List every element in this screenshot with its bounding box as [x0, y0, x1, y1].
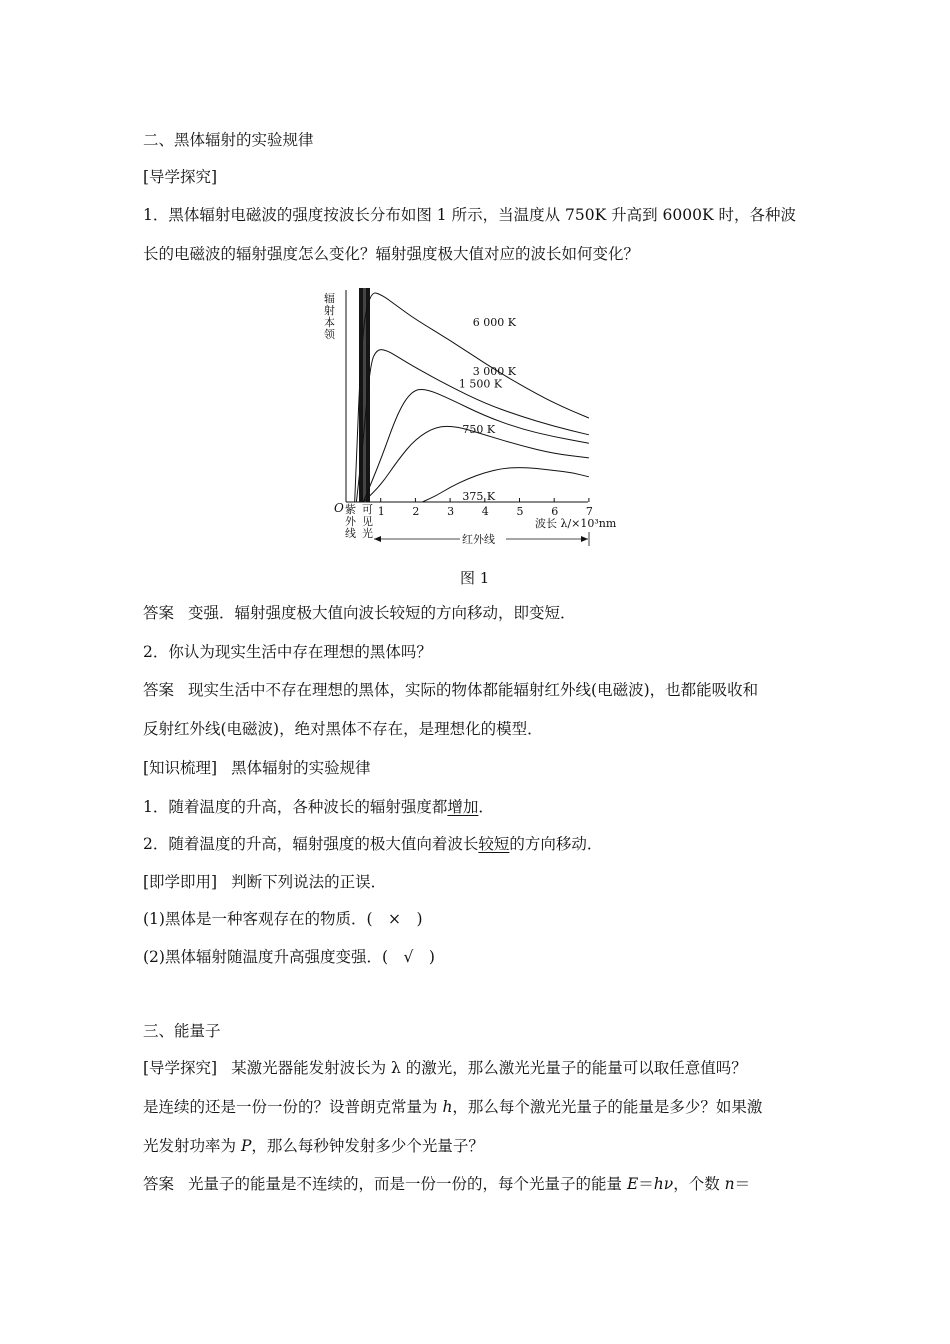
curve-label: 1 500 K — [458, 377, 503, 391]
curve-375k — [422, 468, 589, 502]
s3-q3-pre: 光发射功率为 — [143, 1137, 241, 1155]
s3-question-line1 — [143, 1058, 823, 1078]
s3-answer — [143, 1174, 823, 1194]
question1-line2: 长的电磁波的辐射强度怎么变化？辐射强度极大值对应的波长如何变化？ — [143, 245, 640, 263]
equals-sign: ＝ — [638, 1175, 654, 1193]
curve-label: 750 K — [462, 422, 496, 436]
infrared-label: 红外线 — [462, 533, 495, 546]
infrared-arrow-right-head — [581, 536, 588, 542]
s3-answer-end: ＝ — [734, 1175, 751, 1193]
answer1 — [143, 603, 823, 623]
answer1-label: 答案 — [143, 604, 175, 622]
figure-caption: 图 1 — [460, 569, 490, 587]
answer2-line1 — [143, 680, 823, 700]
s3-answer-label: 答案 — [143, 1175, 175, 1193]
planck-symbol: h — [442, 1098, 453, 1116]
rule2 — [143, 834, 823, 854]
answer2-label: 答案 — [143, 681, 175, 699]
section3-heading: 三、能量子 — [143, 1022, 221, 1040]
s3-q2-pre: 是连续的还是一份一份的？设普朗克常量为 — [143, 1098, 443, 1116]
s3-guide-tag: [导学探究] — [143, 1059, 218, 1077]
answer2-line2: 反射红外线(电磁波)，绝对黑体不存在，是理想化的模型． — [143, 720, 543, 738]
blackbody-chart — [318, 280, 618, 550]
knowledge-heading — [143, 758, 823, 778]
rule1-end: ． — [478, 798, 494, 816]
rule2-text: 2．随着温度的升高，辐射强度的极大值向着波长 — [143, 835, 479, 853]
blackbody-chart-svg — [318, 280, 618, 550]
rule2-key: 较短 — [478, 835, 510, 853]
x-tick-label: 2 — [412, 505, 420, 518]
curve-label: 6 000 K — [472, 315, 516, 329]
x-tick-label: 3 — [447, 505, 455, 518]
answer1-text: 变强．辐射强度极大值向波长较短的方向移动，即变短． — [188, 604, 576, 622]
origin-label: O — [334, 501, 344, 515]
power-symbol: P — [240, 1137, 252, 1155]
x-tick-label: 6 — [551, 505, 559, 518]
uv-label: 紫外线 — [345, 503, 356, 540]
guide-tag: [导学探究] — [143, 168, 218, 186]
apply-title: 判断下列说法的正误． — [231, 873, 387, 891]
knowledge-tag: [知识梳理] — [143, 759, 218, 777]
knowledge-title: 黑体辐射的实验规律 — [231, 759, 371, 777]
x-tick-label: 4 — [481, 505, 489, 518]
curve-1500k — [363, 389, 589, 502]
h-symbol: h — [653, 1175, 664, 1193]
x-tick-label: 5 — [516, 505, 524, 518]
s3-q3-post: ，那么每秒钟发射多少个光量子？ — [251, 1137, 484, 1155]
rule2-end: 的方向移动． — [509, 835, 603, 853]
apply-heading — [143, 872, 823, 892]
nu-symbol: ν — [663, 1175, 674, 1193]
x-axis-label: 波长 λ/×10³nm — [535, 517, 617, 530]
s3-q2-post: ，那么每个激光光量子的能量是多少？如果激 — [452, 1098, 763, 1116]
x-tick-label: 1 — [377, 505, 385, 518]
curve-labels — [459, 316, 517, 503]
curve-label: 375 K — [462, 490, 496, 503]
rule1 — [143, 797, 823, 817]
section2-heading: 二、黑体辐射的实验规律 — [143, 131, 314, 149]
judge1: (1)黑体是一种客观存在的物质．( × ) — [143, 910, 423, 928]
s3-answer-text: 光量子的能量是不连续的，而是一份一份的，每个光量子的能量 — [188, 1175, 627, 1193]
question2: 2．你认为现实生活中存在理想的黑体吗？ — [143, 643, 432, 661]
visible-label: 可见光 — [362, 503, 373, 540]
apply-tag: [即学即用] — [143, 873, 218, 891]
n-symbol: n — [724, 1175, 735, 1193]
energy-symbol: E — [626, 1175, 639, 1193]
curve-label: 3 000 K — [472, 365, 516, 379]
x-tick-label: 7 — [585, 505, 593, 518]
infrared-arrow-left-head — [374, 536, 381, 542]
answer2-text1: 现实生活中不存在理想的黑体，实际的物体都能辐射红外线(电磁波)，也都能吸收和 — [188, 681, 759, 699]
s3-question-line2 — [143, 1097, 823, 1117]
rule1-key: 增加 — [447, 798, 479, 816]
judge2: (2)黑体辐射随温度升高强度变强．( √ ) — [143, 948, 435, 966]
s3-question-text1: 某激光器能发射波长为 λ 的激光，那么激光光量子的能量可以取任意值吗？ — [231, 1059, 747, 1077]
s3-answer-post: ，个数 — [673, 1175, 725, 1193]
rule1-text: 1．随着温度的升高，各种波长的辐射强度都 — [143, 798, 448, 816]
y-axis-label: 辐射本领 — [324, 292, 335, 341]
s3-question-line3 — [143, 1136, 823, 1156]
question1-line1: 1．黑体辐射电磁波的强度按波长分布如图 1 所示，当温度从 750K 升高到 6000K 时，各种波 — [143, 206, 796, 224]
